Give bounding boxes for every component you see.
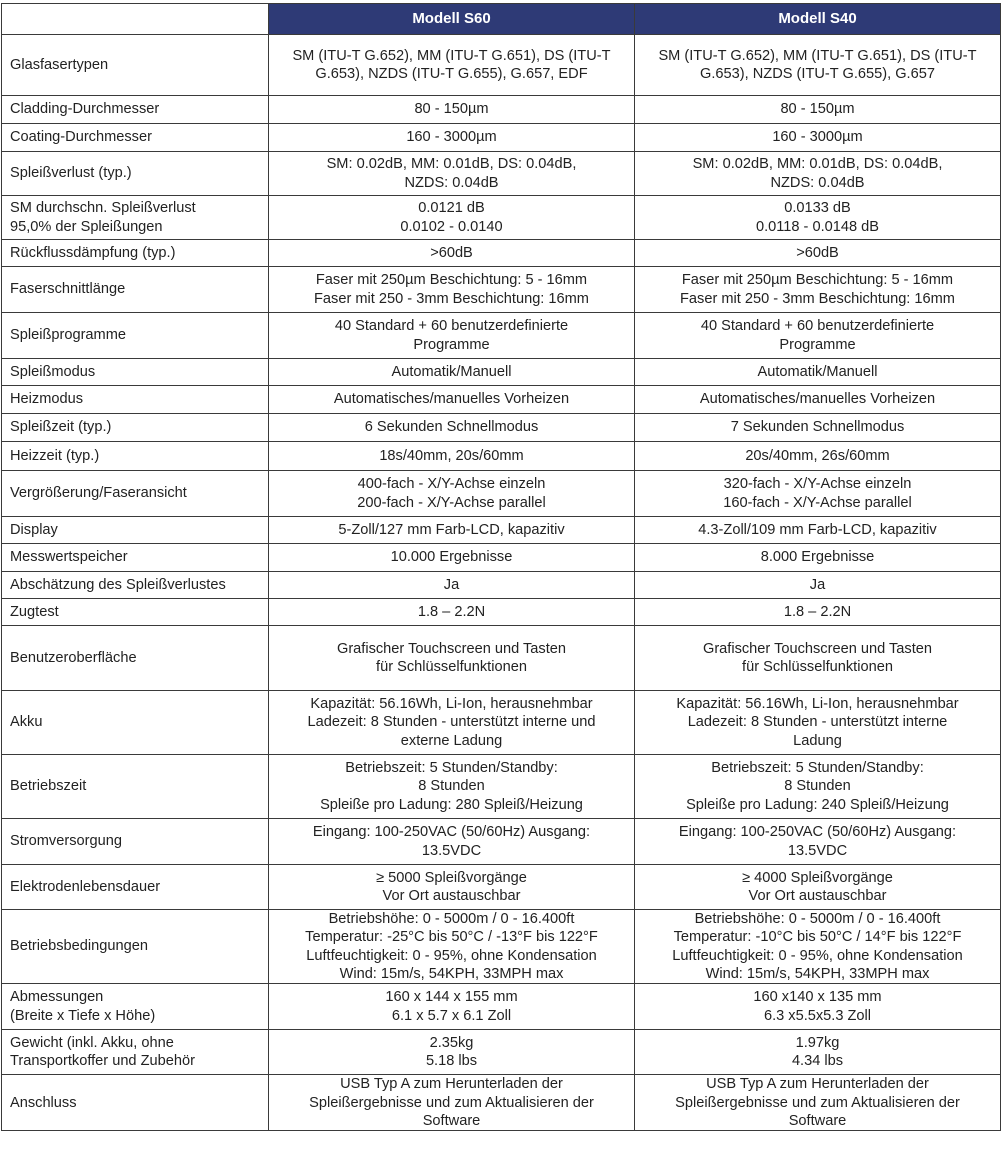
spec-value-s40-line: Automatisches/manuelles Vorheizen [699,391,936,408]
spec-value-s60-cell [269,359,635,386]
spec-table [1,3,1001,1131]
table-row [2,240,1001,267]
spec-label-line: Heizmodus [10,391,83,408]
table-row [2,691,1001,755]
spec-label-cell [2,984,269,1030]
spec-value-s60-line: Spleiße pro Ladung: 280 Spleiß/Heizung [320,796,583,813]
spec-value-s40-line: Eingang: 100-250VAC (50/60Hz) Ausgang: [678,824,957,841]
spec-value-s40-line: 7 Sekunden Schnellmodus [730,419,905,436]
spec-value-s40-cell [635,386,1001,414]
table-row [2,984,1001,1030]
spec-value-s40-cell [635,572,1001,599]
spec-value-s40-line: 0.0133 dB [784,200,851,217]
spec-value-s60-cell [269,626,635,691]
spec-value-s40-cell [635,414,1001,442]
table-row [2,35,1001,96]
spec-value-s60-line: 5.18 lbs [425,1053,478,1070]
spec-label-line: Heizzeit (typ.) [10,447,100,464]
table-row [2,626,1001,691]
spec-label-line: Display [10,521,58,538]
spec-label-cell [2,196,269,240]
spec-value-s60-line: Grafischer Touchscreen und Tasten [336,640,567,657]
spec-value-s60-cell [269,124,635,152]
spec-value-s60-cell [269,240,635,267]
spec-label-line: Anschluss [10,1094,77,1111]
spec-value-s60-cell [269,35,635,96]
spec-label-line: 95,0% der Spleißungen [10,218,163,235]
spec-value-s60-line: Eingang: 100-250VAC (50/60Hz) Ausgang: [312,824,591,841]
spec-value-s60-line: für Schlüsselfunktionen [376,659,527,675]
spec-value-s40-cell [635,1030,1001,1075]
spec-value-s40-cell [635,359,1001,386]
spec-value-s60-line: 40 Standard + 60 benutzerdefinierte [334,318,569,335]
spec-label-cell [2,442,269,471]
spec-label-cell [2,313,269,359]
spec-value-s40-cell [635,910,1001,984]
table-row [2,819,1001,865]
spec-value-s60-line: 10.000 Ergebnisse [390,549,513,566]
spec-value-s60-line: Wind: 15m/s, 54KPH, 33MPH max [339,965,564,982]
header-blank-cell [2,4,269,35]
table-row [2,1075,1001,1131]
spec-value-s40-cell [635,599,1001,626]
spec-value-s40-line: >60dB [796,244,839,261]
spec-value-s60-line: Faser mit 250µm Beschichtung: 5 - 16mm [315,272,588,289]
spec-value-s60-cell [269,544,635,572]
spec-label-line: Akku [10,714,43,731]
spec-value-s60-cell [269,819,635,865]
spec-label-cell [2,1075,269,1131]
spec-label-line: Spleißverlust (typ.) [10,165,132,182]
table-row [2,517,1001,544]
spec-value-s40-line: Ja [809,576,826,593]
spec-value-s60-line: Programme [413,336,490,353]
table-row [2,442,1001,471]
spec-label-line: Cladding-Durchmesser [10,101,160,118]
table-row [2,599,1001,626]
spec-value-s40-cell [635,819,1001,865]
spec-value-s40-cell [635,313,1001,359]
spec-value-s60-line: 400-fach - X/Y-Achse einzeln [357,476,546,493]
spec-value-s60-line: Kapazität: 56.16Wh, Li-Ion, herausnehmbar [310,696,593,713]
spec-value-s40-line: Kapazität: 56.16Wh, Li-Ion, herausnehmbar [676,696,959,713]
table-row [2,267,1001,313]
spec-label-line: Gewicht (inkl. Akku, ohne [10,1034,174,1051]
spec-value-s40-line: 4.34 lbs [791,1053,844,1070]
table-row [2,196,1001,240]
table-row [2,755,1001,819]
table-row [2,471,1001,517]
spec-value-s60-cell [269,471,635,517]
spec-value-s40-line: Luftfeuchtigkeit: 0 - 95%, ohne Kondensation [672,947,963,964]
spec-label-cell [2,865,269,910]
spec-value-s60-line: 2.35kg [429,1034,474,1051]
header-model-s60: Modell S60 [269,4,635,35]
spec-label-cell [2,691,269,755]
table-row [2,910,1001,984]
spec-label-line: Stromversorgung [10,833,122,850]
spec-value-s40-cell [635,1075,1001,1131]
spec-value-s60-line: Betriebshöhe: 0 - 5000m / 0 - 16.400ft [328,911,575,927]
spec-value-s40-cell [635,442,1001,471]
spec-value-s60-line: Temperatur: -25°C bis 50°C / -13°F bis 122°F [305,929,598,946]
spec-label-cell [2,152,269,196]
table-row [2,386,1001,414]
spec-value-s40-cell [635,35,1001,96]
spec-label-cell [2,240,269,267]
spec-value-s60-line: 200-fach - X/Y-Achse parallel [357,494,546,511]
spec-value-s40-cell [635,471,1001,517]
table-row [2,572,1001,599]
header-model-s40: Modell S40 [635,4,1001,35]
spec-value-s40-line: 0.0118 - 0.0148 dB [755,218,880,235]
spec-value-s40-line: für Schlüsselfunktionen [742,659,893,675]
spec-value-s40-cell [635,544,1001,572]
spec-value-s40-line: Betriebshöhe: 0 - 5000m / 0 - 16.400ft [694,911,941,927]
table-row [2,152,1001,196]
spec-value-s60-cell [269,267,635,313]
spec-value-s40-line: 40 Standard + 60 benutzerdefinierte [700,318,935,335]
spec-value-s40-line: 13.5VDC [787,842,848,859]
spec-value-s40-cell [635,196,1001,240]
table-row [2,414,1001,442]
spec-value-s40-cell [635,984,1001,1030]
spec-value-s60-line: Betriebszeit: 5 Stunden/Standby: [345,760,558,777]
spec-value-s60-line: Automatisches/manuelles Vorheizen [333,391,570,408]
spec-value-s60-line: 13.5VDC [421,842,482,859]
header-row [2,4,1001,35]
spec-value-s40-cell [635,96,1001,124]
spec-value-s40-cell [635,267,1001,313]
spec-value-s40-cell [635,240,1001,267]
spec-value-s40-line: Wind: 15m/s, 54KPH, 33MPH max [705,965,930,982]
spec-value-s60-line: >60dB [430,244,473,261]
spec-value-s40-line: Betriebszeit: 5 Stunden/Standby: [711,760,924,777]
spec-value-s40-line: 320-fach - X/Y-Achse einzeln [723,476,912,493]
spec-label-cell [2,517,269,544]
spec-value-s40-line: Ladezeit: 8 Stunden - unterstützt interne [687,714,948,731]
spec-label-line: Elektrodenlebensdauer [10,878,161,895]
spec-value-s60-cell [269,755,635,819]
spec-value-s40-cell [635,691,1001,755]
spec-value-s40-line: G.653), NZDS (ITU-T G.655), G.657 [700,66,935,82]
spec-value-s60-line: Ladezeit: 8 Stunden - unterstützt interne und [307,714,596,731]
spec-value-s40-line: 20s/40mm, 26s/60mm [745,447,890,464]
spec-label-line: Spleißmodus [10,363,96,380]
spec-value-s60-line: 0.0102 - 0.0140 [400,218,503,235]
spec-value-s60-line: 18s/40mm, 20s/60mm [379,447,524,464]
spec-value-s60-line: ≥ 5000 Spleißvorgänge [376,869,527,886]
spec-label-cell [2,124,269,152]
spec-value-s60-line: 160 x 144 x 155 mm [385,989,518,1006]
spec-value-s40-line: SM (ITU-T G.652), MM (ITU-T G.651), DS (ITU-T [658,47,977,64]
spec-value-s40-cell [635,124,1001,152]
spec-label-cell [2,96,269,124]
spec-value-s60-line: Faser mit 250 - 3mm Beschichtung: 16mm [314,290,589,307]
spec-label-cell [2,386,269,414]
spec-value-s60-line: 5-Zoll/127 mm Farb-LCD, kapazitiv [338,521,565,538]
spec-label-line: Glasfasertypen [10,56,109,73]
spec-value-s40-line: Spleißergebnisse und zum Aktualisieren der [675,1094,960,1111]
spec-label-line: Faserschnittlänge [10,281,126,298]
spec-value-s60-line: Luftfeuchtigkeit: 0 - 95%, ohne Kondensation [306,947,597,964]
spec-label-line: Benutzeroberfläche [10,649,137,666]
spec-value-s40-line: NZDS: 0.04dB [770,174,865,191]
spec-value-s40-cell [635,865,1001,910]
spec-label-cell [2,910,269,984]
spec-value-s40-line: Programme [779,336,856,353]
spec-value-s40-line: Faser mit 250µm Beschichtung: 5 - 16mm [681,272,954,289]
spec-value-s60-cell [269,599,635,626]
spec-label-line: SM durchschn. Spleißverlust [10,200,196,217]
spec-value-s60-line: Ja [443,576,460,593]
spec-value-s60-line: externe Ladung [400,732,503,749]
spec-value-s60-line: 8 Stunden [418,778,485,795]
spec-value-s40-line: Spleiße pro Ladung: 240 Spleiß/Heizung [686,796,949,813]
spec-label-line: Transportkoffer und Zubehör [10,1053,195,1070]
spec-value-s40-line: 4.3-Zoll/109 mm Farb-LCD, kapazitiv [698,521,937,538]
table-row [2,96,1001,124]
spec-label-line: Abmessungen [10,989,104,1006]
spec-value-s40-line: 160-fach - X/Y-Achse parallel [723,494,912,511]
spec-label-line: Messwertspeicher [10,549,128,566]
spec-value-s60-cell [269,865,635,910]
spec-label-line: Rückflussdämpfung (typ.) [10,244,176,261]
spec-value-s60-line: 80 - 150µm [414,101,489,118]
spec-label-cell [2,599,269,626]
table-row [2,359,1001,386]
spec-value-s60-cell [269,96,635,124]
spec-value-s60-cell [269,691,635,755]
spec-label-cell [2,35,269,96]
spec-label-line: Zugtest [10,603,59,620]
spec-value-s60-line: G.653), NZDS (ITU-T G.655), G.657, EDF [315,66,588,82]
spec-label-cell [2,471,269,517]
spec-label-line: Vergrößerung/Faseransicht [10,485,187,502]
spec-value-s40-cell [635,517,1001,544]
spec-value-s60-cell [269,572,635,599]
spec-label-line: (Breite x Tiefe x Höhe) [10,1007,156,1024]
spec-value-s60-cell [269,196,635,240]
spec-value-s60-cell [269,1075,635,1131]
table-row [2,1030,1001,1075]
spec-value-s60-cell [269,152,635,196]
spec-value-s60-line: 6.1 x 5.7 x 6.1 Zoll [391,1007,512,1024]
spec-value-s60-line: Spleißergebnisse und zum Aktualisieren der [309,1094,594,1111]
spec-value-s40-line: 1.8 – 2.2N [783,603,852,620]
spec-value-s40-line: USB Typ A zum Herunterladen der [706,1076,929,1093]
spec-value-s40-line: 1.97kg [795,1034,840,1051]
spec-table-body [2,35,1001,1131]
spec-value-s60-line: 1.8 – 2.2N [417,603,486,620]
table-row [2,865,1001,910]
spec-value-s60-line: Vor Ort austauschbar [382,888,521,904]
spec-label-cell [2,1030,269,1075]
spec-label-cell [2,755,269,819]
spec-value-s60-line: Automatik/Manuell [391,363,512,380]
spec-value-s60-line: SM: 0.02dB, MM: 0.01dB, DS: 0.04dB, [326,156,577,173]
spec-value-s40-line: Grafischer Touchscreen und Tasten [702,640,933,657]
spec-value-s40-line: ≥ 4000 Spleißvorgänge [742,869,893,886]
spec-label-line: Betriebsbedingungen [10,938,148,955]
spec-value-s40-cell [635,152,1001,196]
spec-value-s60-line: USB Typ A zum Herunterladen der [340,1076,563,1093]
spec-value-s40-line: Faser mit 250 - 3mm Beschichtung: 16mm [680,290,955,307]
spec-value-s40-line: Temperatur: -10°C bis 50°C / 14°F bis 122°F [673,929,962,946]
spec-label-cell [2,359,269,386]
spec-value-s60-cell [269,414,635,442]
spec-value-s60-cell [269,1030,635,1075]
spec-value-s60-cell [269,442,635,471]
spec-label-line: Spleißzeit (typ.) [10,419,112,436]
spec-label-line: Coating-Durchmesser [10,129,152,146]
spec-value-s40-line: 8.000 Ergebnisse [760,549,875,566]
table-row [2,313,1001,359]
spec-value-s60-cell [269,517,635,544]
spec-value-s40-cell [635,755,1001,819]
spec-value-s40-line: Software [788,1112,847,1129]
spec-value-s60-line: 6 Sekunden Schnellmodus [364,419,539,436]
spec-value-s60-cell [269,984,635,1030]
spec-label-cell [2,267,269,313]
spec-value-s60-line: SM (ITU-T G.652), MM (ITU-T G.651), DS (ITU-T [292,47,611,64]
spec-label-line: Spleißprogramme [10,327,126,344]
spec-value-s40-cell [635,626,1001,691]
spec-value-s40-line: Vor Ort austauschbar [748,888,887,904]
spec-value-s40-line: SM: 0.02dB, MM: 0.01dB, DS: 0.04dB, [692,156,943,173]
spec-value-s60-cell [269,386,635,414]
spec-value-s60-cell [269,910,635,984]
spec-label-cell [2,819,269,865]
spec-value-s40-line: 160 x140 x 135 mm [753,989,882,1006]
spec-value-s40-line: 8 Stunden [784,778,851,795]
spec-value-s40-line: 160 - 3000µm [772,129,863,146]
spec-value-s40-line: Ladung [793,732,842,749]
spec-label-cell [2,544,269,572]
spec-label-line: Abschätzung des Spleißverlustes [10,576,226,593]
table-row [2,544,1001,572]
table-row [2,124,1001,152]
spec-value-s60-cell [269,313,635,359]
spec-label-line: Betriebszeit [10,778,87,795]
spec-value-s40-line: 80 - 150µm [780,101,855,118]
spec-label-cell [2,626,269,691]
spec-value-s40-line: Automatik/Manuell [757,363,878,380]
spec-value-s60-line: 160 - 3000µm [406,129,497,146]
spec-value-s60-line: NZDS: 0.04dB [404,174,499,191]
spec-value-s60-line: 0.0121 dB [418,200,485,217]
spec-value-s40-line: 6.3 x5.5x5.3 Zoll [763,1007,872,1024]
spec-label-cell [2,414,269,442]
spec-value-s60-line: Software [422,1112,481,1129]
spec-label-cell [2,572,269,599]
